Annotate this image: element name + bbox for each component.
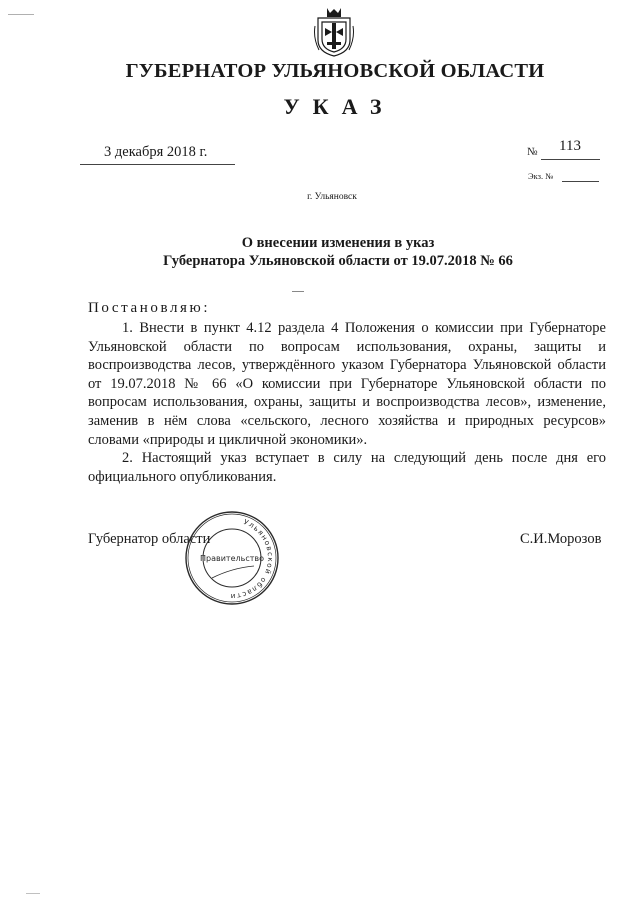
- scan-corner-mark: [8, 14, 34, 15]
- scan-mark: [292, 291, 304, 292]
- number-underline: [541, 159, 600, 160]
- paragraph-1: 1. Внести в пункт 4.12 раздела 4 Положения о комиссии при Губернаторе Ульяновской области по вопросам использования, охраны, защиты и воспроизводства лесов, утверждённого указом Губернатора Ульяновской области от 19.07.2018 № 66 «О комиссии при Губернаторе Ульяновской области по вопросам использования, охраны, защиты и воспроизводства лесов», изменение, заменив в нём слова «сельского, лесного хозяйства и природных ресурсов» словами «природы и цикличной экономики».: [88, 320, 606, 448]
- seal-center-text: Правительство: [200, 554, 264, 563]
- issuer-title: ГУБЕРНАТОР УЛЬЯНОВСКОЙ ОБЛАСТИ: [125, 60, 545, 82]
- copy-number-field: [528, 171, 602, 185]
- signatory-position: Губернатор области: [88, 531, 211, 547]
- copy-number-underline: [562, 181, 599, 182]
- document-type: УКАЗ: [283, 94, 395, 119]
- coat-of-arms-icon: [313, 6, 355, 58]
- seal-ring-text: Ульяновской области: [229, 517, 276, 602]
- document-number: 113: [559, 138, 581, 154]
- document-subject: [0, 234, 640, 270]
- scan-bottom-mark: [26, 893, 40, 894]
- subject-line-1: О внесении изменения в указ: [241, 235, 435, 251]
- document-body: [88, 319, 606, 486]
- date-field: [80, 144, 235, 165]
- number-field: [527, 138, 602, 160]
- copy-number-label: Экз. №: [528, 171, 554, 181]
- paragraph-2: 2. Настоящий указ вступает в силу на следующий день после дня его официального опубликования.: [88, 450, 606, 485]
- signatory-name: С.И.Морозов: [520, 531, 602, 547]
- signature-stroke: [212, 566, 254, 578]
- official-seal-stamp: [182, 508, 282, 608]
- decree-word: Постановляю:: [88, 300, 211, 316]
- city: г. Ульяновск: [307, 192, 357, 202]
- document-date: 3 декабря 2018 г.: [104, 144, 208, 160]
- subject-line-2: Губернатора Ульяновской области от 19.07.2018 № 66: [163, 253, 513, 269]
- number-sign: №: [527, 146, 538, 158]
